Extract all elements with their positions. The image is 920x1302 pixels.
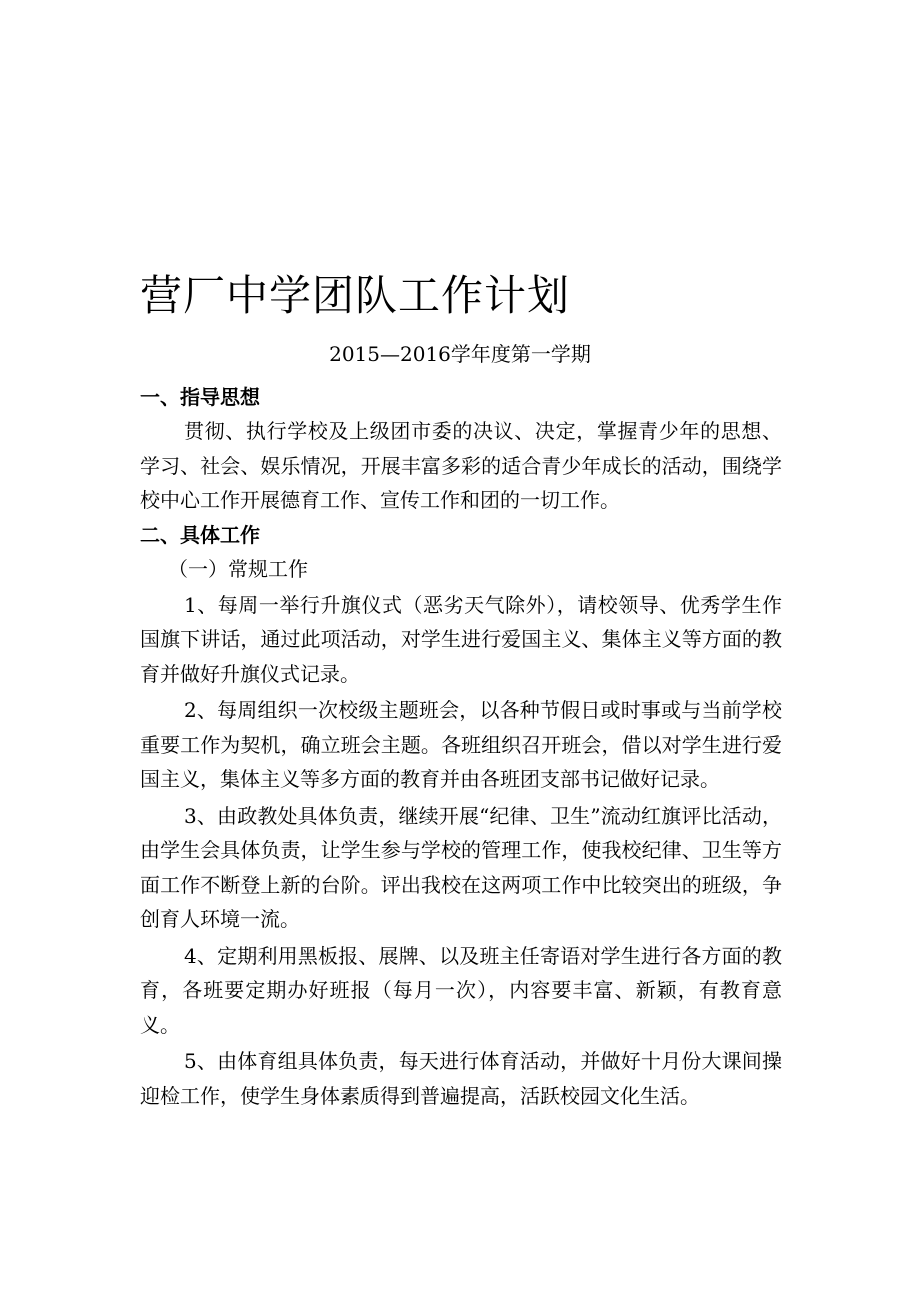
- list-item: 2、每周组织一次校级主题班会，以各种节假日或时事或与当前学校重要工作为契机，确立班会主题。各班组织召开班会，借以对学生进行爱国主义，集体主义等多方面的教育并由各班团支部书记做好记录。: [140, 698, 782, 791]
- section-guiding-ideology: [140, 380, 782, 518]
- document-subtitle: 2015—2016学年度第一学期: [329, 342, 591, 366]
- list-item: 1、每周一举行升旗仪式（恶劣天气除外），请校领导、优秀学生作国旗下讲话，通过此项活动，对学生进行爱国主义、集体主义等方面的教育并做好升旗仪式记录。: [140, 592, 782, 686]
- document-body: [140, 380, 782, 1113]
- subsection-heading: （一）常规工作: [168, 556, 308, 581]
- paragraph: 贯彻、执行学校及上级团市委的决议、决定，掌握青少年的思想、学习、社会、娱乐情况，开展丰富多彩的适合青少年成长的活动，围绕学校中心工作开展德育工作、宣传工作和团的一切工作。: [140, 419, 782, 512]
- list-item: 4、定期利用黑板报、展牌、以及班主任寄语对学生进行各方面的教育，各班要定期办好班报（每月一次），内容要丰富、新颖，有教育意义。: [140, 943, 782, 1037]
- list-item: 3、由政教处具体负责，继续开展“纪律、卫生”流动红旗评比活动，由学生会具体负责，让学生参与学校的管理工作，使我校纪律、卫生等方面工作不断登上新的台阶。评出我校在这两项工作中比较突出的班级，争创育人环境一流。: [140, 803, 782, 931]
- section-heading: 二、具体工作: [140, 522, 260, 547]
- section-specific-work: [140, 518, 782, 1114]
- document-title: 营厂中学团队工作计划: [140, 271, 571, 320]
- list-item: 5、由体育组具体负责，每天进行体育活动，并做好十月份大课间操迎检工作，使学生身体素质得到普遍提高，活跃校园文化生活。: [140, 1049, 782, 1108]
- section-heading: 一、指导思想: [140, 385, 260, 409]
